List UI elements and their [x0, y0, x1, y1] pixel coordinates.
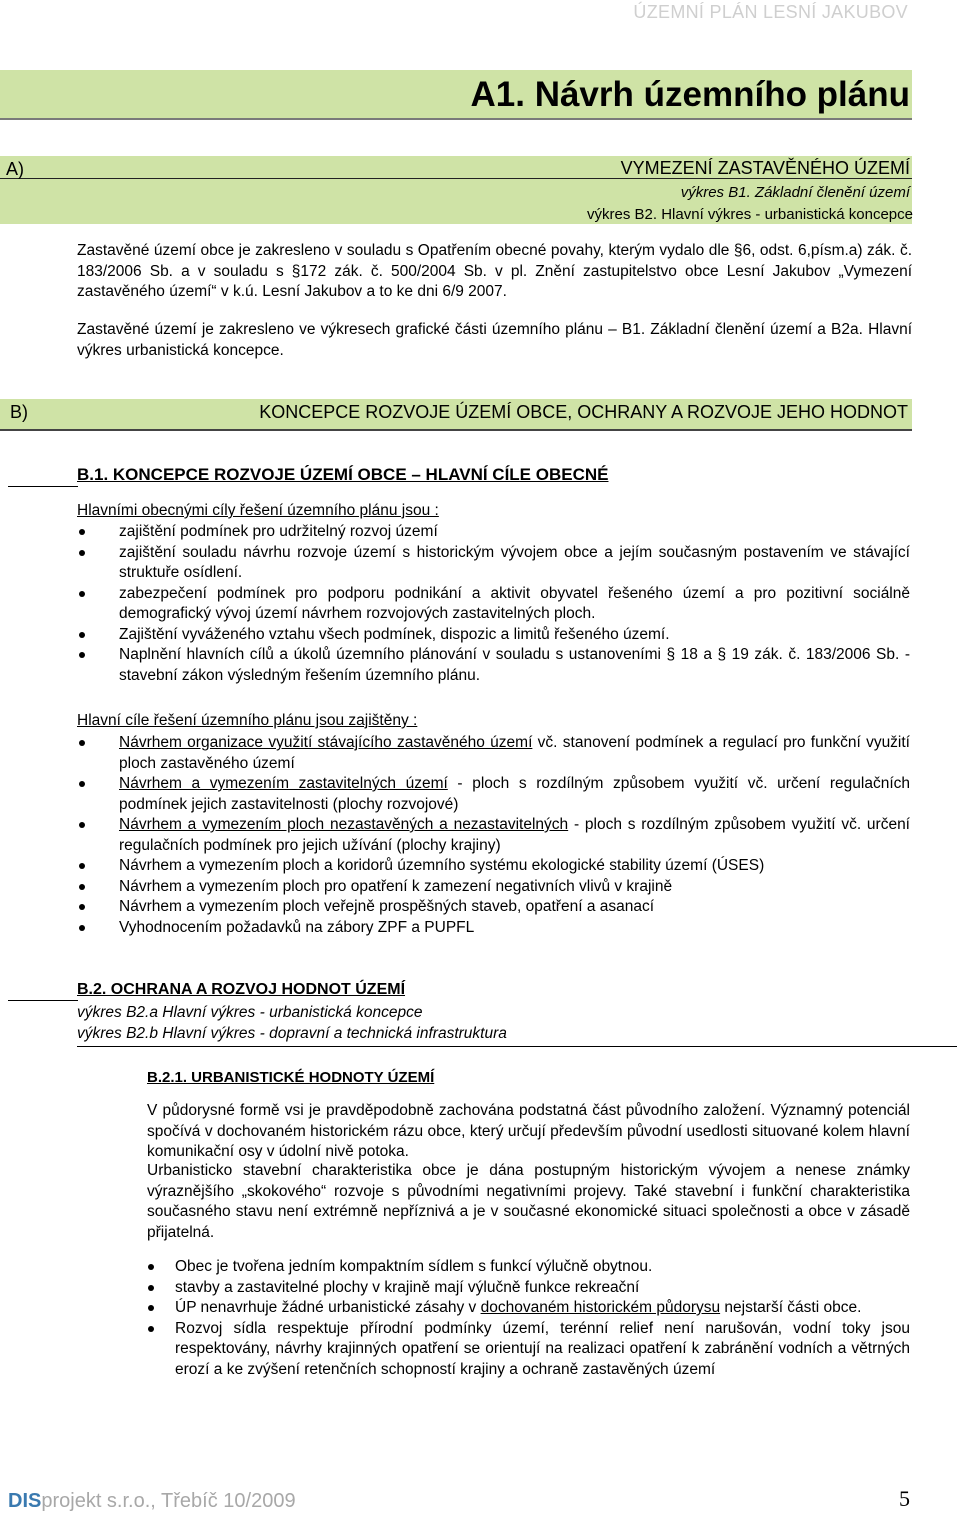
bullet-icon: [79, 822, 85, 828]
b21-paragraph-2: Urbanisticko stavební charakteristika obce je dána postupným historickým vývojem a nenese známky výraznějšího „skokového“ rozvoje s původními negativními projevy. Také stavební i funkční charakteristika současného stavu není extrémně nepříznivá a je v současné ekonomické situaci společnosti a obce v zásadě přijatelná.: [147, 1162, 910, 1241]
list-item-text: Naplnění hlavních cílů a úkolů územního plánování v souladu s ustanoveními § 18 a § 19 zák. č. 183/2006 Sb. - stavební zákon výsledným řešením územního plánu.: [119, 646, 910, 684]
list-item-text: Návrhem a vymezením ploch pro opatření k zamezení negativních vlivů v krajině: [119, 877, 673, 895]
list-item: [79, 897, 910, 918]
bullet-icon: [148, 1264, 154, 1270]
list-item: [148, 1298, 910, 1319]
footer-logo-text: DIS: [8, 1490, 42, 1512]
bullet-icon: [79, 550, 85, 556]
list-item-text: Vyhodnocením požadavků na zábory ZPF a PUPFL: [119, 918, 475, 936]
b21-bullet-list: [148, 1257, 910, 1380]
list-item: [148, 1278, 910, 1299]
b21-title: B.2.1. URBANISTICKÉ HODNOTY ÚZEMÍ: [147, 1069, 435, 1086]
list-item-text: - ploch s rozdílným způsobem využití vč. určení regulačních podmínek pro jejich užívání (plochy krajiny): [119, 816, 910, 854]
list-item: [79, 918, 910, 939]
list-item: [79, 645, 910, 686]
bullet-icon: [79, 884, 85, 890]
list-item-text: zabezpečení podmínek pro podporu podnikání a aktivit obyvatel řešeného území a pro pozitivní sociálně demografický vývoj území návrhem rozvojových zastavitelných ploch.: [119, 584, 910, 622]
list-item: [79, 543, 910, 584]
list-item: [79, 774, 910, 815]
bullet-icon: [148, 1285, 154, 1291]
bullet-icon: [79, 925, 85, 931]
list-item-text: - ploch s rozdílným způsobem využití vč. určení regulačních podmínek jejich zastavitelnosti (plochy rozvojové): [119, 775, 910, 813]
list-item: [148, 1257, 910, 1278]
list-item-text: ÚP nenavrhuje žádné urbanistické zásahy v: [175, 1299, 481, 1316]
list-item-text: zajištění souladu návrhu rozvoje území s historickým vývojem obce a jejím současným postavením ve stávající struktuře osídlení.: [119, 543, 910, 581]
bullet-icon: [79, 529, 85, 535]
list-item-text: Návrhem a vymezením ploch a koridorů územního systému ekologické stability území (ÚSES): [119, 857, 765, 874]
bullet-icon: [79, 632, 85, 638]
main-title: A1. Návrh územního plánu: [470, 75, 910, 114]
b1-ensured-list: [79, 733, 910, 938]
list-item-text: Rozvoj sídla respektuje přírodní podmínky území, terénní relief není narušován, vodní toky jsou respektovány, návrhy krajinných opatření se orientují na realizaci opatření k zabránění vodních a větrných erozí a ke zvýšení retenčních schopností krajiny a ochraně zastavěných území: [175, 1319, 910, 1378]
footer-company: [8, 1491, 296, 1512]
bullet-icon: [79, 591, 85, 597]
b2-drawing-ref-2: výkres B2.b Hlavní výkres - dopravní a technická infrastruktura: [77, 1025, 507, 1042]
list-item-underlined: Návrhem organizace využití stávajícího zastavěného území: [119, 734, 533, 751]
list-item: [148, 1319, 910, 1381]
page-number: 5: [899, 1486, 910, 1511]
list-item-text: Návrhem a vymezením ploch veřejně prospěšných staveb, opatření a asanací: [119, 898, 655, 915]
list-item: [79, 856, 910, 877]
b1-title-rule: [8, 486, 78, 487]
section-a-title: VYMEZENÍ ZASTAVĚNÉHO ÚZEMÍ: [620, 158, 910, 178]
footer-company-text: projekt s.r.o., Třebíč 10/2009: [41, 1490, 296, 1512]
b2-rule: [77, 1046, 957, 1047]
list-item: [79, 625, 910, 646]
b1-ensured-heading: Hlavní cíle řešení územního plánu jsou zajištěny :: [77, 712, 418, 729]
section-a-drawing-ref-1: výkres B1. Základní členění území: [680, 184, 910, 201]
b21-paragraph-1: V půdorysné formě vsi je pravděpodobně zachována podstatná část původního založení. Významný potenciál spočívá v dochovaném historickém rázu obce, který určují především původní usedlosti situované kolem hlavní komunikační osy v údolní nivě potoka.: [147, 1102, 910, 1160]
bullet-icon: [79, 740, 85, 746]
list-item: [79, 584, 910, 625]
running-header: ÚZEMNÍ PLÁN LESNÍ JAKUBOV: [633, 2, 908, 22]
b1-goals-list: [79, 522, 910, 686]
list-item-underlined: dochovaném historickém půdorysu: [480, 1299, 721, 1316]
list-item-underlined: Návrhem a vymezením ploch nezastavěných a nezastavitelných: [119, 816, 569, 833]
list-item: [79, 877, 910, 898]
section-b-title: KONCEPCE ROZVOJE ÚZEMÍ OBCE, OCHRANY A ROZVOJE JEHO HODNOT: [259, 402, 908, 422]
bullet-icon: [148, 1305, 154, 1311]
list-item-text: Obec je tvořena jedním kompaktním sídlem s funkcí výlučně obytnou.: [175, 1258, 653, 1275]
list-item-underlined: Návrhem a vymezením zastavitelných území: [119, 775, 448, 792]
list-item-text: vč. stanovení podmínek a regulací pro funkční využití ploch zastavěného území: [119, 734, 910, 772]
main-title-bar: [0, 70, 912, 120]
b1-goals-heading: Hlavními obecnými cíly řešení územního plánu jsou :: [77, 502, 439, 519]
list-item-text-end: nejstarší části obce.: [720, 1299, 862, 1316]
b2-drawing-ref-1: výkres B2.a Hlavní výkres - urbanistická koncepce: [77, 1004, 423, 1021]
list-item: [79, 522, 910, 543]
list-item-text: stavby a zastavitelné plochy v krajině mají výlučně funkce rekreační: [175, 1278, 640, 1296]
list-item-text: zajištění podmínek pro udržitelný rozvoj území: [119, 523, 438, 540]
bullet-icon: [79, 863, 85, 869]
list-item: [79, 815, 910, 856]
bullet-icon: [79, 904, 85, 910]
section-b-letter: B): [10, 402, 28, 422]
list-item-text: Zajištění vyváženého vztahu všech podmínek, dispozic a limitů řešeného území.: [119, 625, 670, 643]
section-a-letter: A): [6, 159, 24, 179]
b2-title: B.2. OCHRANA A ROZVOJ HODNOT ÚZEMÍ: [77, 981, 406, 998]
bullet-icon: [79, 781, 85, 787]
bullet-icon: [79, 652, 85, 658]
section-a-paragraph-1: Zastavěné území obce je zakresleno v souladu s Opatřením obecné povahy, kterým vydalo dle §6, odst. 6,písm.a) zák. č. 183/2006 Sb. a v souladu s §172 zák. č. 500/2004 Sb. v pl. Znění zastupitelstvo obce Lesní Jakubov „Vymezení zastavěného území“ v k.ú. Lesní Jakubov a to ke dni 6/9 2007.: [77, 242, 912, 300]
section-a-drawing-ref-2: výkres B2. Hlavní výkres - urbanistická koncepce: [587, 206, 913, 223]
bullet-icon: [148, 1326, 154, 1332]
section-a-paragraph-2: Zastavěné území je zakresleno ve výkresech grafické části územního plánu – B1. Základní členění území a B2a. Hlavní výkres urbanistická koncepce.: [77, 321, 912, 359]
b1-title: B.1. KONCEPCE ROZVOJE ÚZEMÍ OBCE – HLAVNÍ CÍLE OBECNÉ: [77, 465, 609, 484]
b2-title-rule: [8, 1000, 78, 1001]
list-item: [79, 733, 910, 774]
